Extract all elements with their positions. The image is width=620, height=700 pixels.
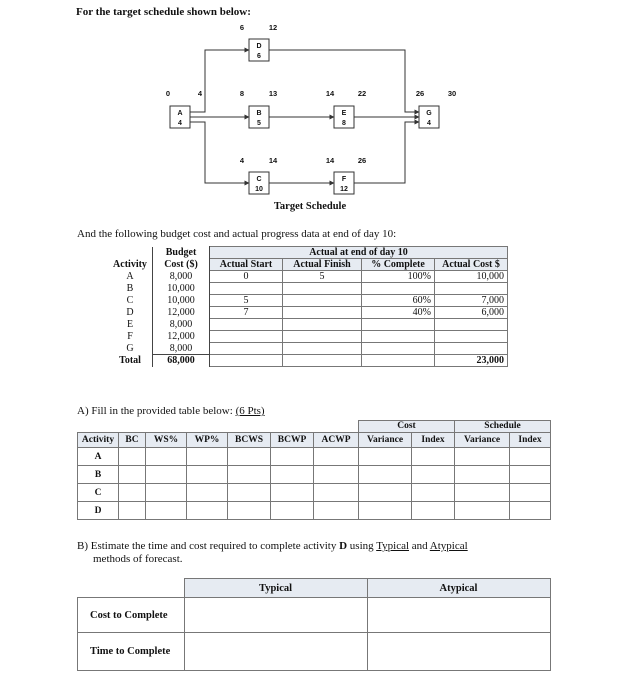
budget-activity: B xyxy=(108,283,153,295)
evm-table xyxy=(77,420,551,520)
evm-input-cell[interactable] xyxy=(412,448,455,466)
budget-cost: 10,000 xyxy=(153,295,210,307)
evm-input-cell[interactable] xyxy=(359,466,412,484)
evm-input-cell[interactable] xyxy=(187,502,228,520)
part-a-text: A) Fill in the provided table below: xyxy=(77,405,236,417)
evm-input-cell[interactable] xyxy=(228,448,271,466)
evm-input-cell[interactable] xyxy=(119,502,146,520)
evm-input-cell[interactable] xyxy=(314,502,359,520)
budget-cost: 8,000 xyxy=(153,343,210,355)
evm-row xyxy=(78,484,551,502)
time-to-complete-label: Time to Complete xyxy=(78,633,185,671)
part-a-points: (6 Pts) xyxy=(235,405,265,417)
node-duration: 4 xyxy=(178,120,182,127)
evm-input-cell[interactable] xyxy=(146,448,187,466)
evm-input-cell[interactable] xyxy=(271,484,314,502)
budget-row xyxy=(108,271,508,283)
actual-cost: 10,000 xyxy=(435,271,508,283)
budget-row xyxy=(108,331,508,343)
forecast-table xyxy=(77,578,551,671)
budget-row xyxy=(108,295,508,307)
actual-finish xyxy=(283,283,362,295)
evm-input-cell[interactable] xyxy=(228,502,271,520)
budget-activity: F xyxy=(108,331,153,343)
node-label: F xyxy=(341,176,347,183)
evm-input-cell[interactable] xyxy=(455,502,510,520)
node-early-start: 0 xyxy=(165,89,171,98)
node-early-finish: 22 xyxy=(357,89,367,98)
budget-cost: 8,000 xyxy=(153,271,210,283)
evm-input-cell[interactable] xyxy=(314,484,359,502)
actual-finish xyxy=(283,295,362,307)
pct-complete xyxy=(362,283,435,295)
pct-complete-header: % Complete xyxy=(362,259,435,271)
actual-start xyxy=(210,319,283,331)
budget-activity: E xyxy=(108,319,153,331)
node-early-start: 26 xyxy=(415,89,425,98)
evm-header-ws-: WS% xyxy=(146,433,187,448)
node-duration: 6 xyxy=(257,53,261,60)
actual-cost xyxy=(435,331,508,343)
budget-row xyxy=(108,319,508,331)
budget-activity: D xyxy=(108,307,153,319)
actual-cost xyxy=(435,319,508,331)
node-early-start: 14 xyxy=(325,156,335,165)
node-early-start: 8 xyxy=(239,89,245,98)
total-label: Total xyxy=(108,355,153,367)
node-duration: 10 xyxy=(255,186,263,193)
node-early-start: 14 xyxy=(325,89,335,98)
actual-start: 0 xyxy=(210,271,283,283)
node-e xyxy=(326,89,366,128)
actual-finish: 5 xyxy=(283,271,362,283)
node-label: B xyxy=(256,110,262,117)
evm-input-cell[interactable] xyxy=(510,466,551,484)
budget-activity: C xyxy=(108,295,153,307)
total-row xyxy=(108,355,508,367)
pct-complete: 40% xyxy=(362,307,435,319)
atypical-cost-cell[interactable] xyxy=(367,598,550,633)
budget-activity: G xyxy=(108,343,153,355)
node-b xyxy=(240,89,277,128)
node-g xyxy=(416,89,456,128)
part-a-prompt xyxy=(77,405,265,417)
pct-complete: 60% xyxy=(362,295,435,307)
evm-header-index: Index xyxy=(510,433,551,448)
node-early-finish: 12 xyxy=(268,23,278,32)
evm-row xyxy=(78,466,551,484)
cost-group-header: Cost xyxy=(359,421,455,433)
node-c xyxy=(240,156,278,194)
typical-header: Typical xyxy=(184,579,367,598)
evm-input-cell[interactable] xyxy=(119,448,146,466)
node-early-start: 6 xyxy=(239,23,245,32)
node-early-finish: 30 xyxy=(447,89,457,98)
actual-finish-header: Actual Finish xyxy=(283,259,362,271)
actual-finish xyxy=(283,343,362,355)
evm-input-cell[interactable] xyxy=(455,484,510,502)
budget-row xyxy=(108,343,508,355)
evm-input-cell[interactable] xyxy=(119,466,146,484)
evm-activity: B xyxy=(78,466,119,484)
evm-header-bc: BC xyxy=(119,433,146,448)
evm-input-cell[interactable] xyxy=(314,448,359,466)
node-early-finish: 4 xyxy=(197,89,203,98)
atypical-header: Atypical xyxy=(367,579,550,598)
evm-header-variance: Variance xyxy=(359,433,412,448)
node-label: E xyxy=(341,110,347,117)
evm-row xyxy=(78,502,551,520)
evm-input-cell[interactable] xyxy=(510,448,551,466)
part-b-activity: D xyxy=(339,540,348,552)
budget-cost: 12,000 xyxy=(153,331,210,343)
actual-start: 7 xyxy=(210,307,283,319)
node-early-finish: 13 xyxy=(268,89,278,98)
part-b-prompt: B) Estimate the time and cost required to complete activity D using Typical and Atypical methods of forecast. xyxy=(77,540,468,565)
budget-row xyxy=(108,307,508,319)
evm-input-cell[interactable] xyxy=(228,466,271,484)
actual-start xyxy=(210,343,283,355)
pct-complete: 100% xyxy=(362,271,435,283)
pct-complete xyxy=(362,343,435,355)
evm-header-variance: Variance xyxy=(455,433,510,448)
network-arrows xyxy=(190,50,419,183)
evm-input-cell[interactable] xyxy=(359,484,412,502)
node-duration: 8 xyxy=(342,120,346,127)
node-f xyxy=(326,156,366,194)
evm-header-wp-: WP% xyxy=(187,433,228,448)
network-title: Target Schedule xyxy=(273,201,347,212)
evm-input-cell[interactable] xyxy=(412,484,455,502)
evm-input-cell[interactable] xyxy=(271,448,314,466)
actual-cost-header: Actual Cost $ xyxy=(435,259,508,271)
node-label: D xyxy=(256,43,262,50)
total-actual-cost: 23,000 xyxy=(435,355,508,367)
evm-input-cell[interactable] xyxy=(187,448,228,466)
node-duration: 4 xyxy=(427,120,431,127)
evm-input-cell[interactable] xyxy=(146,502,187,520)
evm-header-bcws: BCWS xyxy=(228,433,271,448)
page-heading: For the target schedule shown below: xyxy=(76,6,251,18)
actual-start: 5 xyxy=(210,295,283,307)
evm-header-acwp: ACWP xyxy=(314,433,359,448)
evm-input-cell[interactable] xyxy=(455,448,510,466)
evm-input-cell[interactable] xyxy=(271,502,314,520)
evm-header-activity: Activity xyxy=(78,433,119,448)
evm-input-cell[interactable] xyxy=(146,484,187,502)
evm-activity: A xyxy=(78,448,119,466)
evm-input-cell[interactable] xyxy=(119,484,146,502)
actual-cost xyxy=(435,343,508,355)
evm-header-bcwp: BCWP xyxy=(271,433,314,448)
actual-start-header: Actual Start xyxy=(210,259,283,271)
evm-input-cell[interactable] xyxy=(510,484,551,502)
node-duration: 5 xyxy=(257,120,261,127)
budget-cost: 8,000 xyxy=(153,319,210,331)
evm-input-cell[interactable] xyxy=(359,448,412,466)
node-early-finish: 14 xyxy=(268,156,278,165)
budget-activity: A xyxy=(108,271,153,283)
evm-input-cell[interactable] xyxy=(228,484,271,502)
actual-finish xyxy=(283,319,362,331)
actual-start xyxy=(210,283,283,295)
actual-cost: 7,000 xyxy=(435,295,508,307)
actual-cost xyxy=(435,283,508,295)
actual-finish xyxy=(283,331,362,343)
evm-input-cell[interactable] xyxy=(187,466,228,484)
budget-cost: 12,000 xyxy=(153,307,210,319)
budget-intro: And the following budget cost and actual progress data at end of day 10: xyxy=(77,228,397,240)
node-label: G xyxy=(426,110,432,117)
node-label: A xyxy=(177,110,183,117)
network-diagram xyxy=(0,0,620,210)
total-budget: 68,000 xyxy=(153,355,210,367)
evm-input-cell[interactable] xyxy=(146,466,187,484)
evm-row xyxy=(78,448,551,466)
node-early-start: 4 xyxy=(239,156,245,165)
atypical-time-cell[interactable] xyxy=(367,633,550,671)
evm-input-cell[interactable] xyxy=(271,466,314,484)
network-nodes xyxy=(166,23,456,194)
actual-group-header: Actual at end of day 10 xyxy=(210,247,508,259)
typical-cost-cell[interactable] xyxy=(184,598,367,633)
evm-input-cell[interactable] xyxy=(455,466,510,484)
activity-header: Activity xyxy=(108,259,153,271)
evm-input-cell[interactable] xyxy=(187,484,228,502)
pct-complete xyxy=(362,331,435,343)
actual-cost: 6,000 xyxy=(435,307,508,319)
budget-header-2: Cost ($) xyxy=(153,259,210,271)
actual-finish xyxy=(283,307,362,319)
evm-input-cell[interactable] xyxy=(314,466,359,484)
node-early-finish: 26 xyxy=(357,156,367,165)
cost-to-complete-label: Cost to Complete xyxy=(78,598,185,633)
evm-input-cell[interactable] xyxy=(510,502,551,520)
actual-start xyxy=(210,331,283,343)
evm-header-index: Index xyxy=(412,433,455,448)
budget-row xyxy=(108,283,508,295)
pct-complete xyxy=(362,319,435,331)
evm-input-cell[interactable] xyxy=(412,466,455,484)
budget-table xyxy=(108,246,508,367)
schedule-group-header: Schedule xyxy=(455,421,551,433)
evm-input-cell[interactable] xyxy=(359,502,412,520)
node-d xyxy=(240,23,277,61)
typical-time-cell[interactable] xyxy=(184,633,367,671)
budget-cost: 10,000 xyxy=(153,283,210,295)
evm-activity: C xyxy=(78,484,119,502)
node-label: C xyxy=(256,176,262,183)
node-duration: 12 xyxy=(340,186,348,193)
evm-input-cell[interactable] xyxy=(412,502,455,520)
budget-header-1: Budget xyxy=(153,247,210,259)
evm-activity: D xyxy=(78,502,119,520)
